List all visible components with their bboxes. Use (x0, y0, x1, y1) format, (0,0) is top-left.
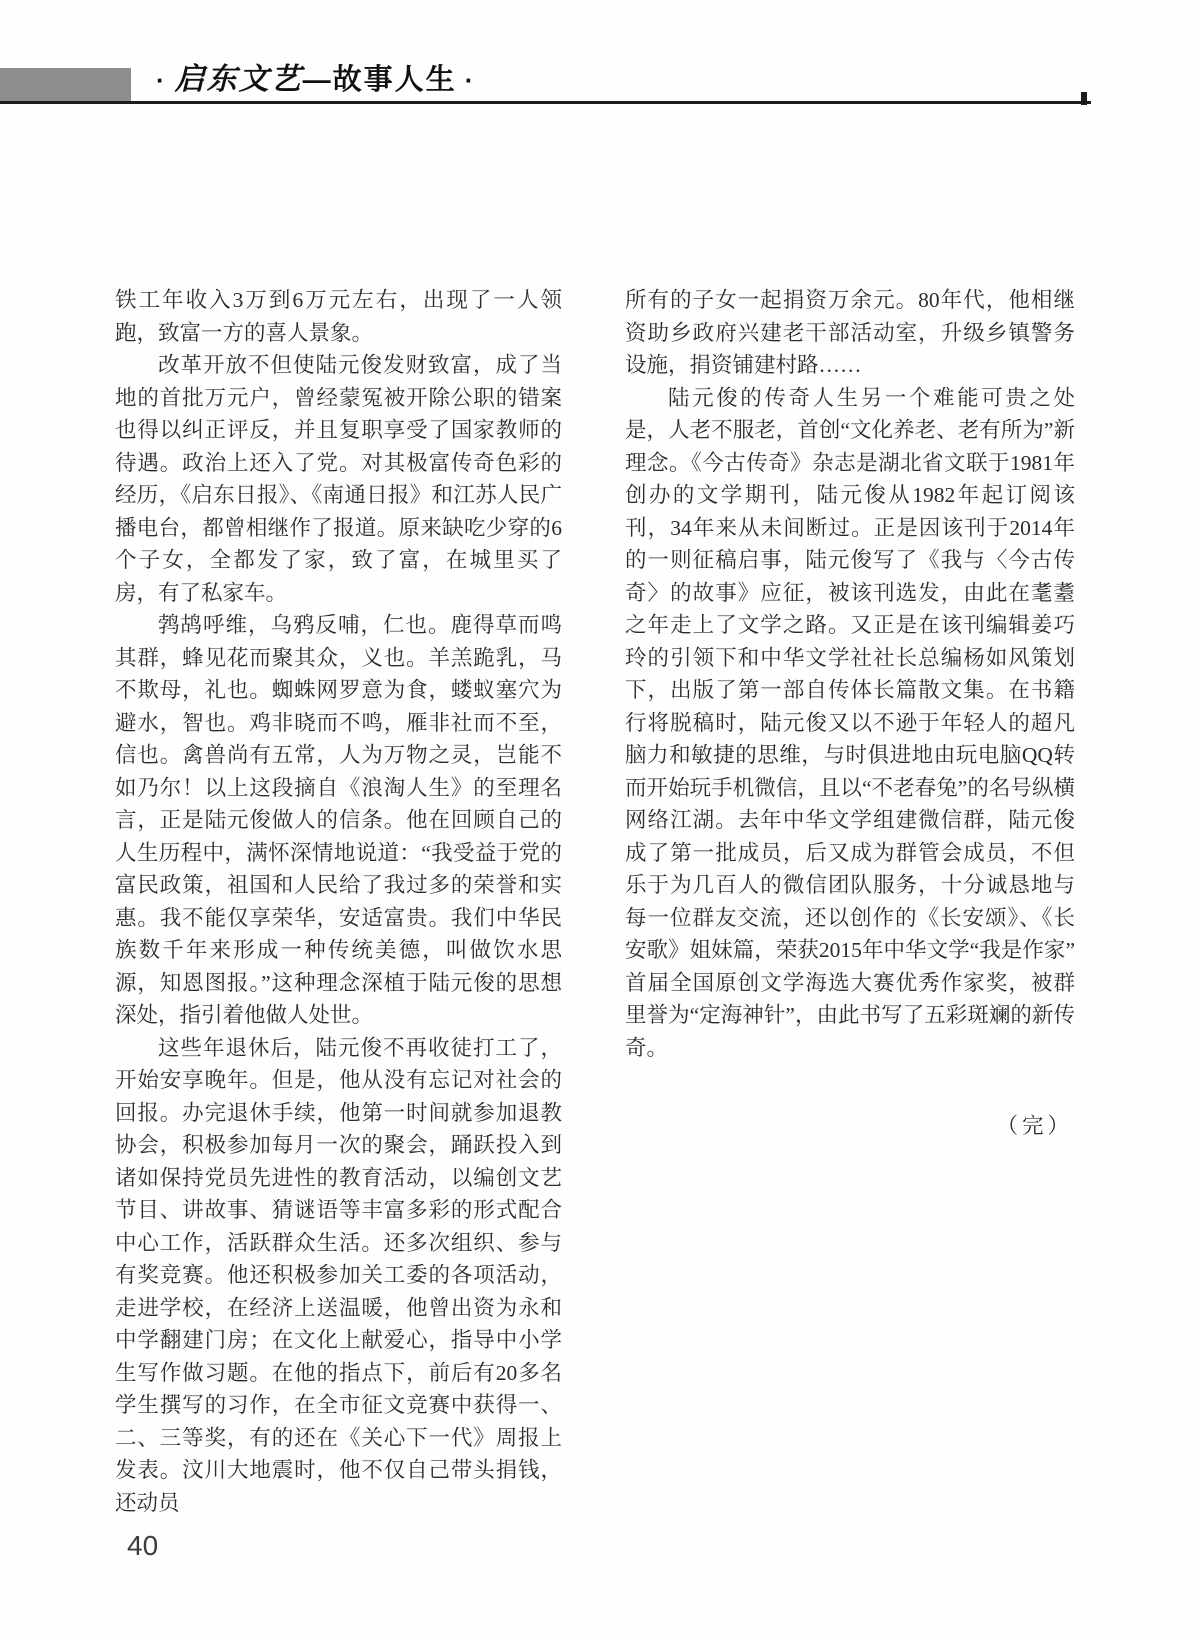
right-column-paragraphs (625, 284, 1075, 1064)
right-column (625, 284, 1075, 1143)
page-number: 40 (127, 1530, 159, 1561)
paragraph: 陆元俊的传奇人生另一个难能可贵之处是，人老不服老，首创“文化养老、老有所为”新理念。《今古传奇》杂志是湖北省文联于1981年创办的文学期刊，陆元俊从1982年起订阅该刊，34年来从未间断过。正是因该刊于2014年的一则征稿启事，陆元俊写了《我与〈今古传奇〉的故事》应征，被该刊选发，由此在耄耋之年走上了文学之路。又正是在该刊编辑姜巧玲的引领下和中华文学社社长总编杨如风策划下，出版了第一部自传体长篇散文集。在书籍行将脱稿时，陆元俊又以不逊于年轻人的超凡脑力和敏捷的思维，与时俱进地由玩电脑QQ转而开始玩手机微信，且以“不老春兔”的名号纵横网络江湖。去年中华文学组建微信群，陆元俊成了第一批成员，后又成为群管会成员，不但乐于为几百人的微信团队服务，十分诚恳地与每一位群友交流，还以创作的《长安颂》、《长安歌》姐妹篇，荣获2015年中华文学“我是作家” 首届全国原创文学海选大赛优秀作家奖，被群里誉为“定海神针”，由此书写了五彩斑斓的新传奇。 (625, 385, 1075, 1060)
header-dot-right: · (464, 65, 476, 95)
end-mark: （完） (996, 1114, 1073, 1138)
header-section-name: 故事人生 (332, 64, 457, 96)
header-dash: — (302, 64, 333, 95)
left-column (115, 284, 562, 1519)
header-accent-box (0, 68, 131, 101)
paragraph: 所有的子女一起捐资万余元。80年代，他相继资助乡政府兴建老干部活动室，升级乡镇警务设施，捐资铺建村路…… (625, 288, 1075, 377)
header-dot-left: · (156, 65, 167, 95)
header-rule (0, 63, 1091, 104)
paragraph: 铁工年收入3万到6万元左右，出现了一人领跑，致富一方的喜人景象。 (115, 288, 562, 345)
paragraph: 鹁鸪呼维，乌鸦反哺，仁也。鹿得草而鸣其群，蜂见花而聚其众，义也。羊羔跪乳，马不欺母，礼也。蜘蛛网罗意为食，蝼蚁塞穴为避水，智也。鸡非晓而不鸣，雁非社而不至，信也。禽兽尚有五常，人为万物之灵，岂能不如乃尔！以上这段摘自《浪淘人生》的至理名言，正是陆元俊做人的信条。他在回顾自己的人生历程中，满怀深情地说道：“我受益于党的富民政策，祖国和人民给了我过多的荣誉和实惠。我不能仅享荣华，安适富贵。我们中华民族数千年来形成一种传统美德，叫做饮水思源，知恩图报。”这种理念深植于陆元俊的思想深处，指引着他做人处世。 (115, 613, 562, 1027)
rule-end-tick (1081, 92, 1087, 105)
header-magazine-name: 启东文艺 (174, 63, 303, 96)
paragraph: 这些年退休后，陆元俊不再收徒打工了，开始安享晚年。但是，他从没有忘记对社会的回报。办完退休手续，他第一时间就参加退教协会，积极参加每月一次的聚会，踊跃投入到诸如保持党员先进性的教育活动，以编创文艺节目、讲故事、猜谜语等丰富多彩的形式配合中心工作，活跃群众生活。还多次组织、参与有奖竞赛。他还积极参加关工委的各项活动，走进学校，在经济上送温暖，他曾出资为永和中学翻建门房；在文化上献爱心，指导中小学生写作做习题。在他的指点下，前后有20多名学生撰写的习作，在全市征文竞赛中获得一、二、三等奖，有的还在《关心下一代》周报上发表。汶川大地震时，他不仅自己带头捐钱，还动员 (115, 1035, 562, 1515)
page-header-title (148, 54, 483, 98)
paragraph: 改革开放不但使陆元俊发财致富，成了当地的首批万元户，曾经蒙冤被开除公职的错案也得以纠正评反，并且复职享受了国家教师的待遇。政治上还入了党。对其极富传奇色彩的经历，《启东日报》、《南通日报》和江苏人民广播电台，都曾相继作了报道。原来缺吃少穿的6个子女，全都发了家，致了富，在城里买了房，有了私家车。 (115, 353, 562, 605)
